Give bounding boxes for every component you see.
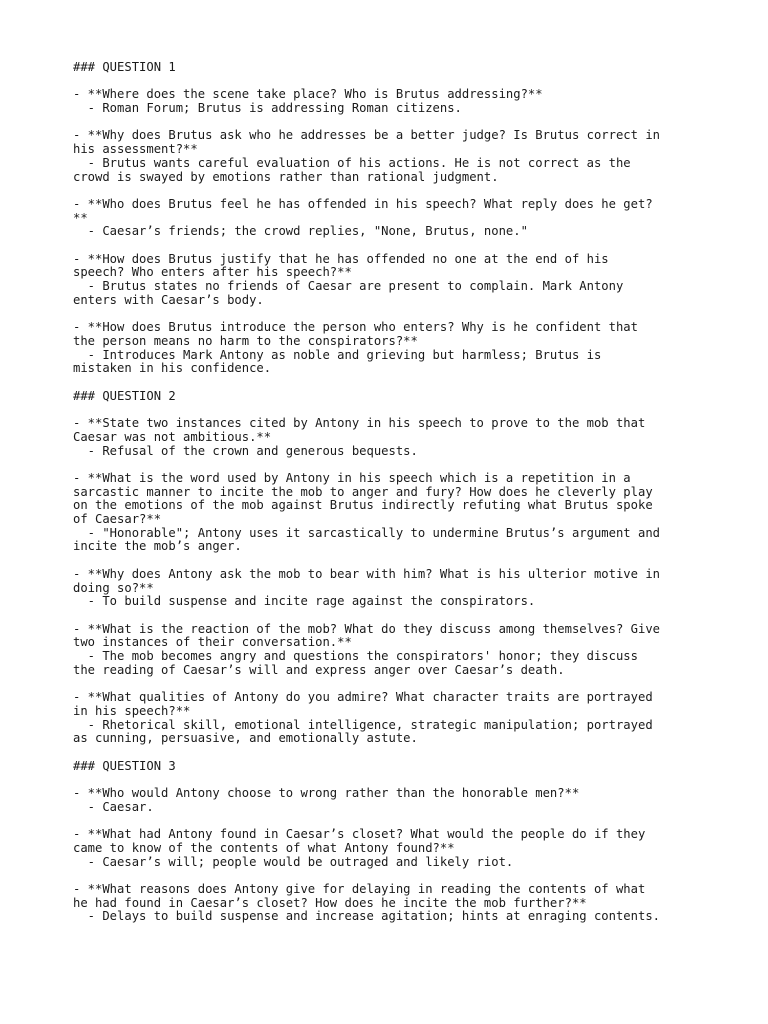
qa-item: - **What had Antony found in Caesar’s closet? What would the people do if they came to know of the contents of what Antony found?** - Caesar’s will; people would be outraged and likely riot.: [73, 827, 646, 869]
qa-item: - **Who would Antony choose to wrong rather than the honorable men?** - Caesar.: [73, 786, 580, 814]
qa-item: - **Why does Antony ask the mob to bear with him? What is his ulterior motive in doing so?** - To build suspense and incite rage against the conspirators.: [73, 566, 660, 609]
qa-item: - **What qualities of Antony do you admire? What character traits are portrayed in his speech?** - Rhetorical skill, emotional intelligence, strategic manipulation; portrayed as cunning, persuasive, and emotionally astute.: [73, 690, 653, 746]
document-body: [73, 61, 745, 938]
section-heading-question-2: ### QUESTION 2: [73, 388, 176, 403]
qa-item: - **What is the word used by Antony in his speech which is a repetition in a sarcastic manner to incite the mob to anger and fury? How does he cleverly play on the emotions of the mob against Brutus indirectly refuting what Brutus spoke of Caesar?** - "Honorable"; Antony uses it sarcastically to undermine Brutus’s argument and incite the mob’s anger.: [73, 470, 660, 554]
qa-item: - **Why does Brutus ask who he addresses be a better judge? Is Brutus correct in his assessment?** - Brutus wants careful evaluation of his actions. He is not correct as the crowd is swayed by emotions rather than rational judgment.: [73, 128, 660, 184]
qa-item: - **Where does the scene take place? Who is Brutus addressing?** - Roman Forum; Brutus is addressing Roman citizens.: [73, 87, 543, 116]
qa-item: - **State two instances cited by Antony in his speech to prove to the mob that Caesar was not ambitious.** - Refusal of the crown and generous bequests.: [73, 416, 646, 458]
section-heading-question-3: ### QUESTION 3: [73, 758, 176, 773]
qa-item: - **Who does Brutus feel he has offended in his speech? What reply does he get? ** - Caesar’s friends; the crowd replies, "None, Brutus, none.": [73, 196, 653, 239]
qa-item: - **How does Brutus introduce the person who enters? Why is he confident that the person means no harm to the conspirators?** - Introduces Mark Antony as noble and grieving but harmless; Brutus is mistaken in his confidence.: [73, 320, 638, 376]
qa-item: - **How does Brutus justify that he has offended no one at the end of his speech? Who enters after his speech?** - Brutus states no friends of Caesar are present to complain. Mark Antony enters with Caesar’s body.: [73, 251, 624, 307]
qa-item: - **What reasons does Antony give for delaying in reading the contents of what he had found in Caesar’s closet? How does he incite the mob further?** - Delays to build suspense and increase agitation; hints at enraging contents.: [73, 881, 660, 924]
section-heading-question-1: ### QUESTION 1: [73, 60, 176, 74]
qa-item: - **What is the reaction of the mob? What do they discuss among themselves? Give two instances of their conversation.** - The mob becomes angry and questions the conspirators' honor; they discuss the reading of Caesar’s will and express anger over Caesar’s death.: [73, 621, 660, 677]
